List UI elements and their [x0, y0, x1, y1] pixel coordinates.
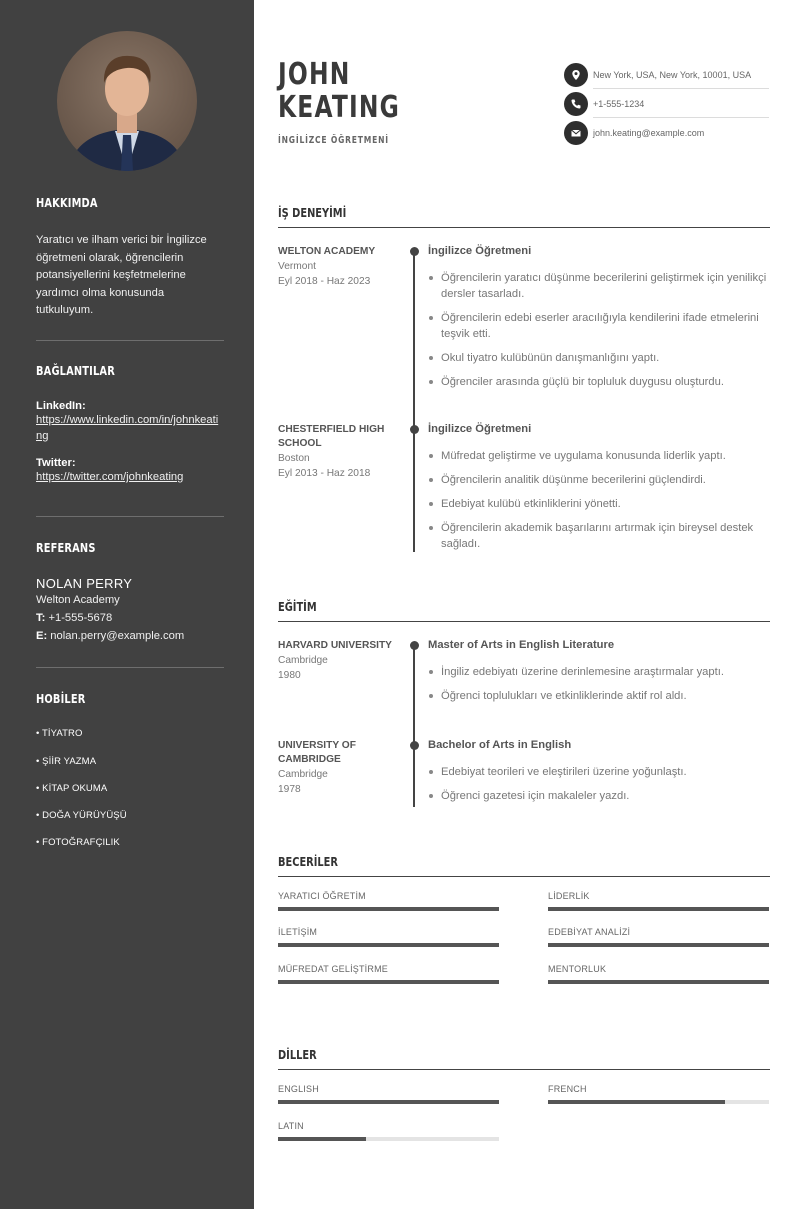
- reference-section: [36, 541, 224, 645]
- language-bar: [278, 1137, 499, 1141]
- language-bar-fill: [278, 1137, 366, 1141]
- skill-item: [548, 964, 769, 974]
- email-text[interactable]: john.keating@example.com: [593, 127, 705, 138]
- bullet-list: [428, 448, 770, 560]
- list-item: Müfredat geliştirme ve uygulama konusunda liderlik yaptı.: [428, 448, 770, 464]
- language-bar-fill: [548, 1100, 725, 1104]
- org-location: Boston: [278, 453, 310, 464]
- school-name: UNIVERSITY OF CAMBRIDGE: [278, 740, 356, 765]
- skill-item: [548, 927, 769, 937]
- education-meta: [278, 639, 400, 683]
- hobby-item: • DOĞA YÜRÜYÜŞÜ: [36, 810, 127, 821]
- contact-address: [564, 60, 769, 89]
- degree-title: Master of Arts in English Literature: [428, 639, 615, 651]
- hobbies-title: HOBİLER: [36, 692, 86, 706]
- first-name: JOHN: [278, 57, 351, 92]
- degree-title: Bachelor of Arts in English: [428, 739, 572, 751]
- skill-item: [548, 891, 769, 901]
- language-bar-fill: [278, 1100, 499, 1104]
- skill-name: YARATICI ÖĞRETİM: [278, 891, 366, 901]
- bullet-list: [428, 270, 770, 398]
- reference-name: NOLAN PERRY: [36, 576, 133, 591]
- link-linkedin: [36, 400, 224, 444]
- school-name: HARVARD UNIVERSITY: [278, 640, 392, 651]
- profile-photo: [57, 31, 197, 171]
- list-item: İngiliz edebiyatı üzerine derinlemesine araştırmalar yaptı.: [428, 664, 770, 680]
- skill-name: MÜFREDAT GELİŞTİRME: [278, 964, 388, 974]
- timeline-dot: [410, 741, 419, 750]
- graduation-year: 1978: [278, 784, 301, 795]
- skill-bar: [278, 907, 499, 911]
- phone-icon: [564, 92, 588, 116]
- contact-email: [564, 118, 769, 147]
- reference-title: REFERANS: [36, 541, 96, 555]
- skill-item: [278, 927, 499, 937]
- reference-email: E: nolan.perry@example.com: [36, 630, 185, 642]
- skill-name: İLETİŞİM: [278, 927, 318, 937]
- hobby-item: • FOTOĞRAFÇILIK: [36, 837, 120, 848]
- linkedin-url[interactable]: https://www.linkedin.com/in/johnkeating: [36, 414, 219, 442]
- timeline-dot: [410, 247, 419, 256]
- education-title: EĞİTİM: [278, 600, 317, 614]
- skill-bar: [278, 943, 499, 947]
- list-item: Öğrenci gazetesi için makaleler yazdı.: [428, 788, 770, 804]
- list-item: Öğrencilerin edebi eserler aracılığıyla kendilerini ifade etmelerini teşvik etti.: [428, 310, 770, 342]
- date-range: Eyl 2013 - Haz 2018: [278, 468, 371, 479]
- list-item: Edebiyat kulübü etkinliklerini yönetti.: [428, 496, 770, 512]
- skill-bar-fill: [278, 943, 499, 947]
- org-name: CHESTERFIELD HIGH SCHOOL: [278, 424, 385, 449]
- location-pin-icon: [564, 63, 588, 87]
- languages-title: DİLLER: [278, 1048, 317, 1062]
- hobby-item: • ŞİİR YAZMA: [36, 756, 97, 767]
- graduation-year: 1980: [278, 670, 301, 681]
- skill-bar: [278, 980, 499, 984]
- phone-text: +1-555-1234: [593, 98, 645, 109]
- reference-phone: T: +1-555-5678: [36, 612, 113, 624]
- last-name: KEATING: [278, 90, 401, 125]
- linkedin-label: LinkedIn:: [36, 400, 86, 412]
- address-text: New York, USA, New York, 10001, USA: [593, 69, 752, 80]
- experience-meta: [278, 245, 400, 289]
- language-item: [278, 1084, 499, 1094]
- org-location: Vermont: [278, 261, 316, 272]
- twitter-label: Twitter:: [36, 457, 76, 469]
- hobby-item: • KİTAP OKUMA: [36, 783, 108, 794]
- twitter-url[interactable]: https://twitter.com/johnkeating: [36, 471, 184, 483]
- language-name: LATIN: [278, 1121, 304, 1131]
- list-item: Edebiyat teorileri ve eleştirileri üzerine yoğunlaştı.: [428, 764, 770, 780]
- experience-meta: [278, 423, 400, 481]
- bullet-list: [428, 664, 770, 712]
- timeline-dot: [410, 641, 419, 650]
- position-title: İngilizce Öğretmeni: [428, 245, 532, 257]
- list-item: Öğrencilerin yaratıcı düşünme becerilerini geliştirmek için yenilikçi dersler tasarladı.: [428, 270, 770, 302]
- language-name: ENGLISH: [278, 1084, 319, 1094]
- contact-phone: [564, 89, 769, 118]
- sidebar: [0, 0, 254, 1209]
- position-title: İngilizce Öğretmeni: [428, 423, 532, 435]
- hobbies-section: [36, 692, 224, 706]
- timeline-line: [413, 250, 415, 552]
- skill-bar-fill: [278, 980, 499, 984]
- skill-item: [278, 964, 499, 974]
- about-text: Yaratıcı ve ilham verici bir İngilizce öğretmeni olarak, öğrencilerin potansiyellerini keşfetmelerine yardımcı olma konusunda tutkuluyum.: [36, 234, 207, 316]
- job-role: İNGİLİZCE ÖĞRETMENİ: [278, 135, 389, 146]
- org-name: WELTON ACADEMY: [278, 246, 376, 257]
- links-section: [36, 364, 224, 485]
- skill-bar-fill: [278, 907, 499, 911]
- school-location: Cambridge: [278, 655, 328, 666]
- timeline-line: [413, 644, 415, 807]
- about-title: HAKKIMDA: [36, 196, 98, 210]
- section-divider: [278, 876, 770, 877]
- language-name: FRENCH: [548, 1084, 587, 1094]
- skill-name: MENTORLUK: [548, 964, 607, 974]
- link-twitter: [36, 457, 224, 485]
- language-bar: [278, 1100, 499, 1104]
- timeline-dot: [410, 425, 419, 434]
- language-item: [548, 1084, 769, 1094]
- list-item: Okul tiyatro kulübünün danışmanlığını yaptı.: [428, 350, 770, 366]
- full-name: [278, 58, 400, 124]
- language-bar: [548, 1100, 769, 1104]
- skill-bar: [548, 943, 769, 947]
- language-item: [278, 1121, 499, 1131]
- mail-icon: [564, 121, 588, 145]
- list-item: Öğrenci toplulukları ve etkinliklerinde aktif rol aldı.: [428, 688, 770, 704]
- list-item: Öğrencilerin analitik düşünme becerilerini güçlendirdi.: [428, 472, 770, 488]
- skill-bar-fill: [548, 907, 769, 911]
- skills-title: BECERİLER: [278, 855, 338, 869]
- skill-bar: [548, 980, 769, 984]
- about-section: [36, 196, 224, 320]
- skill-name: LİDERLİK: [548, 891, 590, 901]
- experience-title: İŞ DENEYİMİ: [278, 206, 347, 220]
- skill-item: [278, 891, 499, 901]
- links-title: BAĞLANTILAR: [36, 364, 115, 378]
- divider: [36, 516, 224, 517]
- section-divider: [278, 1069, 770, 1070]
- divider: [36, 340, 224, 341]
- section-divider: [278, 621, 770, 622]
- skill-bar-fill: [548, 980, 769, 984]
- divider: [36, 667, 224, 668]
- hobby-item: • TİYATRO: [36, 728, 83, 739]
- skill-name: EDEBİYAT ANALİZİ: [548, 927, 631, 937]
- education-meta: [278, 739, 400, 797]
- skill-bar: [548, 907, 769, 911]
- bullet-list: [428, 764, 770, 812]
- list-item: Öğrenciler arasında güçlü bir topluluk duygusu oluşturdu.: [428, 374, 770, 390]
- school-location: Cambridge: [278, 769, 328, 780]
- list-item: Öğrencilerin akademik başarılarını artırmak için bireysel destek sağladı.: [428, 520, 770, 552]
- section-divider: [278, 227, 770, 228]
- date-range: Eyl 2018 - Haz 2023: [278, 276, 371, 287]
- reference-org: Welton Academy: [36, 594, 120, 606]
- skill-bar-fill: [548, 943, 769, 947]
